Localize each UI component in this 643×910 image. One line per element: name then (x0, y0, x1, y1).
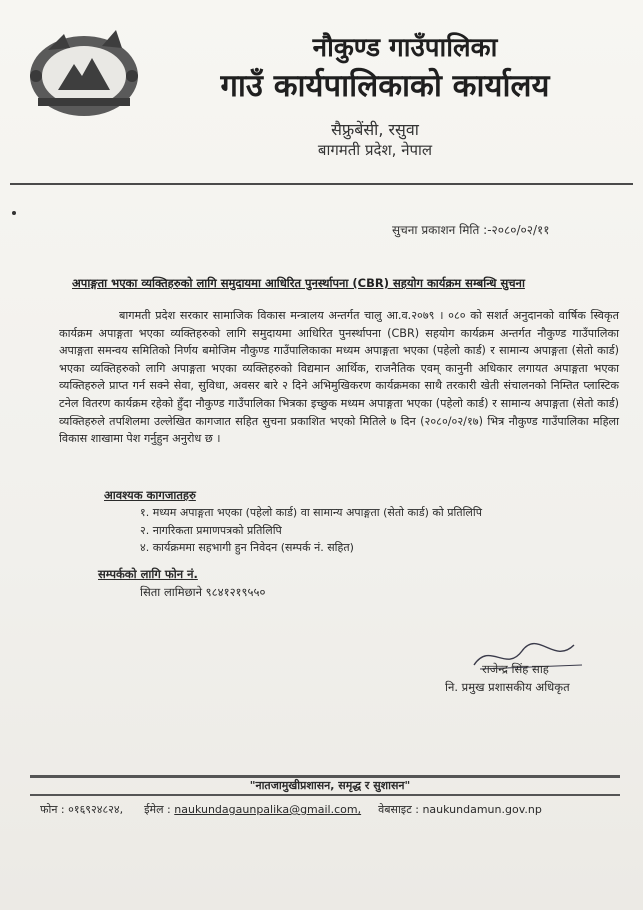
footer-contact (40, 802, 542, 817)
notice-paragraph: बागमती प्रदेश सरकार सामाजिक विकास मन्त्रालय अन्तर्गत चालु आ.व.२०७९ । ०८० को सशर्त अनुदानको वार्षिक स्विकृत कार्यक्रम अपाङ्गता भएका व्यक्तिहरुको लागि समुदायमा आधिरित पुनर्स्थापना (CBR) सहयोग कार्यक्रम अन्तर्गत नौकुण्ड गाउँपालिका अपाङ्गता समन्वय समितिको निर्णय बमोजिम नौकुण्ड गाउँपालिकाका मध्यम अपाङ्गता भएका (पहेलो कार्ड) र सामान्य अपाङ्गता (सेतो कार्ड) भएका व्यक्तिहरुको लागि अपाङ्गता भएका व्यक्तिहरुको विद्यमान आर्थिक, राजनैतिक एवम् कानुनी अधिकार लगायत अपाङ्गता भएका व्यक्तिहरुले प्राप्त गर्न सक्ने सेवा, सुविधा, अवसर बारे २ दिने अभिमुखिकरण कार्यक्रमका साथै तरकारी खेती संचालनको निम्तित प्लास्टिक टनेल वितरण कार्यक्रम रहेको हुँदा नौकुण्ड गाउँपालिका भित्रका इच्छुक मध्यम अपाङ्गता भएका (पहेलो कार्ड) र सामान्य अपाङ्गता (सेतो कार्ड) व्यक्तिहरुले तपशिलमा उल्लेखित कागजात सहित सुचना प्रकाशित भएको मितिले ७ दिन (२०८०/०२/१७) भित्र नौकुण्ड गाउँपालिका महिला विकास शाखामा पेश गर्नुहुन अनुरोध छ । (59, 309, 619, 446)
footer-bottom-rule (30, 794, 620, 796)
footer-website-link[interactable]: naukundamun.gov.np (422, 803, 542, 816)
address-line-2: बागमती प्रदेश, नेपाल (317, 141, 433, 159)
signatory-position: नि. प्रमुख प्रशासकीय अधिकृत (445, 680, 570, 694)
footer-phone: फोन : ०१६९२४८२४, (40, 803, 124, 816)
footer-email-link[interactable]: naukundagaunpalika@gmail.com, (174, 803, 362, 816)
address-line-1: सैफ्रुबेंसी, रसुवा (331, 120, 419, 139)
signatory-name: राजेन्द्र सिंह साह (482, 662, 549, 676)
margin-dot (12, 211, 16, 215)
municipality-logo (18, 20, 154, 124)
footer-email-label: ईमेल : (144, 803, 171, 816)
notice-subject: अपाङ्गता भएका व्यक्तिहरुको लागि समुदायमा आधिरित पुनर्स्थापना (CBR) सहयोग कार्यक्रम सम्बन्धि सुचना (72, 276, 525, 290)
footer-motto: "नातजामुखीप्रशासन, समृद्ध र सुशासन" (249, 779, 411, 792)
office-title: गाउँ कार्यपालिकाको कार्यालय (220, 68, 550, 104)
document-item: २. नागरिकता प्रमाणपत्रको प्रतिलिपि (140, 523, 282, 537)
contact-person: सिता लामिछाने ९८४१२१९५५० (140, 585, 266, 599)
contact-heading: सम्पर्कको लागि फोन नं. (98, 567, 198, 581)
documents-heading: आवश्यक कागजातहरु (104, 488, 196, 502)
document-item: ४. कार्यक्रममा सहभागी हुन निवेदन (सम्पर्क नं. सहित) (140, 541, 354, 554)
notice-body (59, 307, 619, 448)
document-item: १. मध्यम अपाङ्गता भएका (पहेलो कार्ड) वा सामान्य अपाङ्गता (सेतो कार्ड) को प्रतिलिपि (140, 506, 482, 519)
publication-date: सुचना प्रकाशन मिति :-२०८०/०२/११ (392, 223, 550, 237)
header-divider (10, 183, 633, 185)
footer-website-label: वेबसाइट : (378, 803, 419, 816)
documents-list (140, 504, 482, 557)
municipality-name: नौकुण्ड गाउँपालिका (312, 33, 498, 63)
